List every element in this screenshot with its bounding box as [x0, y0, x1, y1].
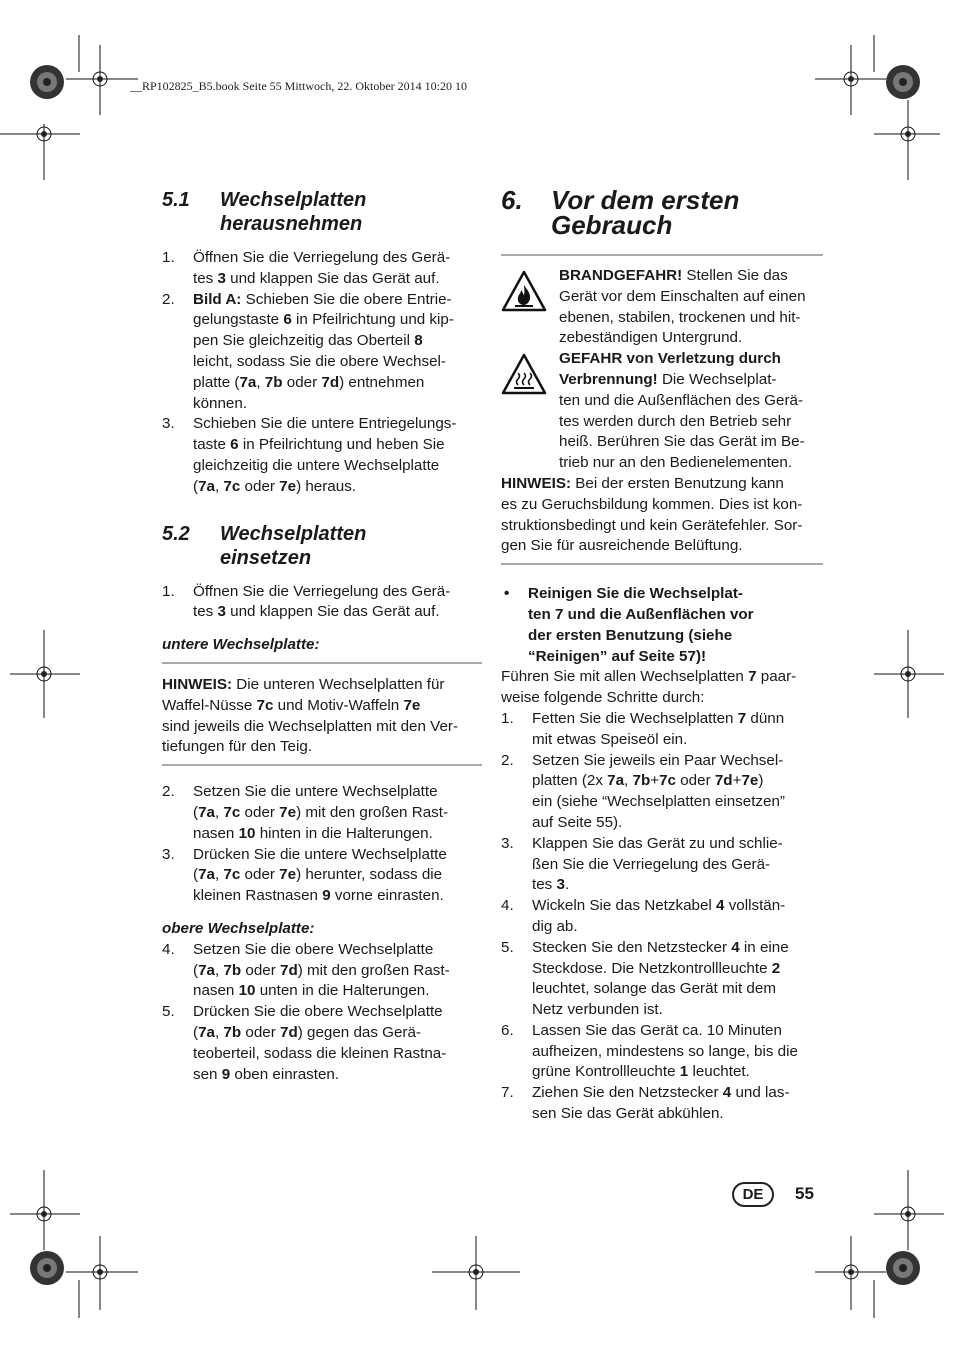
list-item-text: Wickeln Sie das Netzkabel 4 vollstän- dig ab.: [532, 897, 786, 935]
list-item-number: 3.: [162, 845, 175, 863]
list-5-1: [162, 248, 482, 498]
list-item-text: Setzen Sie die untere Wechselplatte (7a, 7c oder 7e) mit den großen Rast- nasen 10 hinten in die Halterungen.: [193, 783, 449, 842]
list-5-2-c: [162, 940, 482, 1086]
list-item-text: Fetten Sie die Wechselplatten 7 dünn mit etwas Speiseöl ein.: [532, 709, 785, 748]
list-item-number: 4.: [162, 940, 175, 958]
list-item: [162, 248, 482, 290]
note-first-use: HINWEIS: Bei der ersten Benutzung kann es zu Geruchsbildung kommen. Dies ist kon- struktionsbedingt und kein Gerätefehler. Sor- gen Sie für ausreichende Belüftung.: [501, 474, 803, 555]
list-item-number: 1.: [501, 709, 514, 727]
cleaning-bullet: • Reinigen Sie die Wechselplat- ten 7 und die Außenflächen vor der ersten Benutzung (siehe “Reinigen” auf Seite 57)!: [504, 585, 754, 665]
list-item-text: Lassen Sie das Gerät ca. 10 Minuten aufheizen, mindestens so lange, bis die grüne Kontrollleuchte 1 leuchtet.: [532, 1021, 798, 1081]
subheading-lower-plate: untere Wechselplatte:: [162, 636, 320, 654]
section-heading-5-1: 5.1 Wechselplatten herausnehmen: [162, 189, 367, 235]
list-item-number: 4.: [501, 897, 514, 915]
list-item-text: Öffnen Sie die Verriegelung des Gerä- tes 3 und klappen Sie das Gerät auf.: [193, 249, 451, 287]
divider: [162, 662, 482, 664]
list-item: [162, 414, 482, 497]
list-item: [162, 845, 482, 907]
list-item: [501, 938, 823, 1021]
list-item-text: Setzen Sie die obere Wechselplatte (7a, 7b oder 7d) mit den großen Rast- nasen 10 unten in die Halterungen.: [193, 940, 450, 1000]
list-item-text: Drücken Sie die obere Wechselplatte (7a, 7b oder 7d) gegen das Gerä- teoberteil, sodass die kleinen Rastna- sen 9 oben einrasten.: [193, 1003, 447, 1083]
fire-hazard-icon: [501, 270, 547, 312]
divider: [501, 254, 823, 256]
list-item: [162, 582, 482, 624]
section-heading-6: 6. Vor dem ersten Gebrauch: [501, 185, 740, 240]
list-item-number: 7.: [501, 1084, 514, 1102]
list-item-text: Öffnen Sie die Verriegelung des Gerä- tes 3 und klappen Sie das Gerät auf.: [193, 582, 451, 621]
note-lower-plates: HINWEIS: Die unteren Wechselplatten für Waffel-Nüsse 7c und Motiv-Waffeln 7e sind jeweils die Wechselplatten mit den Ver- tiefungen für den Teig.: [162, 675, 459, 756]
burn-warning: GEFAHR von Verletzung durch Verbrennung! Die Wechselplat- ten und die Außenflächen des Gerä- tes werden durch den Betrieb sehr heiß. Berühren Sie das Gerät im Be- trieb nur an den Bedienelementen.: [501, 349, 823, 474]
list-item: [501, 1021, 823, 1083]
list-item-number: 2.: [501, 751, 514, 769]
right-column: [501, 185, 823, 1125]
list-item-number: 3.: [501, 834, 514, 852]
list-item-number: 3.: [162, 415, 175, 433]
list-item-text: Ziehen Sie den Netzstecker 4 und las- sen Sie das Gerät abkühlen.: [532, 1084, 790, 1123]
steps-intro: Führen Sie mit allen Wechselplatten 7 paar- weise folgende Schritte durch:: [501, 668, 797, 707]
list-item: [501, 751, 823, 834]
list-item-number: 2.: [162, 783, 175, 801]
list-item-number: 6.: [501, 1021, 514, 1039]
left-column: [162, 188, 482, 1085]
section-heading-5-2: 5.2 Wechselplatten einsetzen: [162, 522, 367, 569]
list-item: [162, 782, 482, 844]
list-item-text: Schieben Sie die untere Entriegelungs- taste 6 in Pfeilrichtung und heben Sie gleichzeitig die untere Wechselplatte (7a, 7c oder 7e) heraus.: [193, 415, 457, 495]
list-item-text: Klappen Sie das Gerät zu und schlie- ßen Sie die Verriegelung des Gerä- tes 3.: [532, 834, 783, 894]
list-item-number: 2.: [162, 290, 175, 308]
list-item-text: Setzen Sie jeweils ein Paar Wechsel- platten (2x 7a, 7b+7c oder 7d+7e) ein (siehe “Wechselplatten einsetzen” auf Seite 55).: [532, 751, 785, 831]
list-item: [501, 1083, 823, 1125]
print-slug: __RP102825_B5.book Seite 55 Mittwoch, 22. Oktober 2014 10:20 10: [130, 79, 467, 93]
divider: [162, 764, 482, 766]
list-6-steps: [501, 709, 823, 1125]
list-item: [162, 1002, 482, 1085]
list-item-text: Stecken Sie den Netzstecker 4 in eine Steckdose. Die Netzkontrollleuchte 2 leuchtet, solange das Gerät mit dem Netz verbunden ist.: [532, 938, 789, 1019]
list-item-number: 5.: [162, 1003, 175, 1021]
hot-surface-icon: [501, 353, 547, 395]
list-item-text: Drücken Sie die untere Wechselplatte (7a, 7c oder 7e) herunter, sodass die kleinen Rastnasen 9 vorne einrasten.: [193, 845, 447, 905]
list-item-number: 5.: [501, 938, 514, 956]
list-item-number: 1.: [162, 249, 175, 266]
list-5-2-a: [162, 582, 482, 624]
list-item: [501, 834, 823, 896]
list-5-2-b: [162, 782, 482, 907]
list-item: [501, 896, 823, 938]
list-item: [162, 290, 482, 415]
list-item-number: 1.: [162, 582, 175, 600]
subheading-upper-plate: obere Wechselplatte:: [162, 919, 315, 937]
divider: [501, 563, 823, 565]
list-item-text: Bild A: Schieben Sie die obere Entrie- gelungstaste 6 in Pfeilrichtung und kip- pen Sie gleichzeitig das Oberteil 8 leicht, sodass Sie die obere Wechsel- platte (7a, 7b oder 7d) entnehmen können.: [193, 290, 454, 412]
fire-warning: BRANDGEFAHR! Stellen Sie das Gerät vor dem Einschalten auf einen ebenen, stabilen, trockenen und hit- zebeständigen Untergrund.: [501, 266, 823, 349]
list-item: [162, 940, 482, 1002]
page-number: 55: [795, 1184, 814, 1203]
list-item: [501, 709, 823, 751]
language-badge: DE: [732, 1182, 774, 1207]
